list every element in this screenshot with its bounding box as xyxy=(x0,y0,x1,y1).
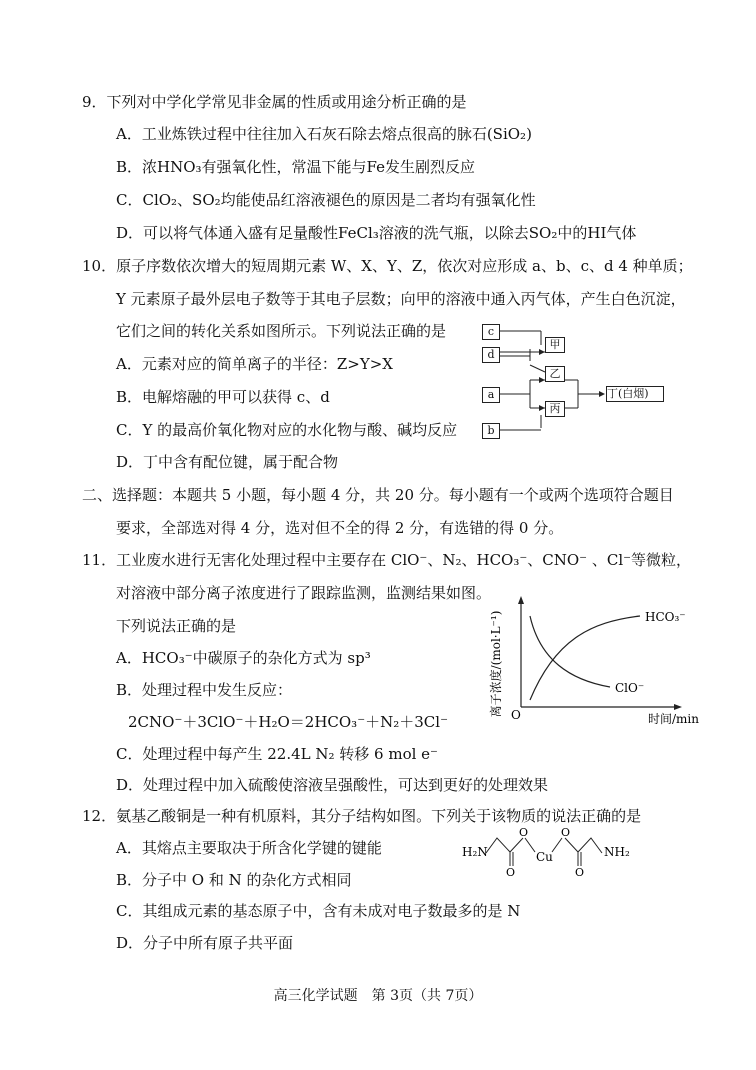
q11-stem-line3: 下列说法正确的是 xyxy=(116,617,237,635)
box-ding xyxy=(606,386,664,402)
q11-stem-line1: 11．工业废水进行无害化处理过程中主要存在 ClO⁻、N₂、HCO₃⁻、CNO⁻ 、Cl⁻等微粒， xyxy=(82,551,692,569)
q12-option-d: D．分子中所有原子共平面 xyxy=(116,934,294,952)
q9-option-b: B．浓HNO₃有强氧化性，常温下能与Fe发生剧烈反应 xyxy=(116,158,476,176)
box-d: d xyxy=(482,347,500,363)
graph-origin: O xyxy=(511,708,521,722)
q11-equation: 2CNO⁻＋3ClO⁻＋H₂O＝2HCO₃⁻＋N₂＋3Cl⁻ xyxy=(128,713,448,731)
oxygen-right: O xyxy=(561,826,571,839)
q10-option-c: C．Y 的最高价氧化物对应的水化物与酸、碱均反应 xyxy=(116,421,458,439)
q11-option-b: B．处理过程中发生反应： xyxy=(116,681,293,699)
box-a: a xyxy=(482,387,500,403)
copper: Cu xyxy=(536,850,553,864)
q11-option-a: A．HCO₃⁻中碳原子的杂化方式为 sp³ xyxy=(116,649,371,667)
hco3-curve xyxy=(530,616,640,700)
q12-stem: 12．氨基乙酸铜是一种有机原料，其分子结构如图。下列关于该物质的说法正确的是 xyxy=(82,807,642,825)
q9-stem: 9．下列对中学化学常见非金属的性质或用途分析正确的是 xyxy=(82,93,467,111)
section2-line1: 二、选择题：本题共 5 小题，每小题 4 分，共 20 分。每小题有一个或两个选项符合题目 xyxy=(82,486,674,504)
box-b: b xyxy=(482,423,500,439)
ding-label: 丁 xyxy=(607,387,618,400)
q12-option-a: A．其熔点主要取决于所含化学键的键能 xyxy=(116,839,382,857)
clo-curve xyxy=(530,616,610,687)
box-c: c xyxy=(482,324,500,340)
oxygen-carbonyl-right: O xyxy=(575,866,585,879)
q12-option-b: B．分子中 O 和 N 的杂化方式相同 xyxy=(116,871,352,889)
q9-option-a: A．工业炼铁过程中往往加入石灰石除去熔点很高的脉石(SiO₂) xyxy=(116,125,532,143)
clo-curve-label: ClO⁻ xyxy=(615,681,645,695)
q11-option-d: D．处理过程中加入硫酸使溶液呈强酸性，可达到更好的处理效果 xyxy=(116,776,549,794)
left-amine: H₂N xyxy=(462,845,488,859)
ding-note: (白烟) xyxy=(618,387,649,400)
q12-option-c: C．其组成元素的基态原子中，含有未成对电子数最多的是 N xyxy=(116,902,521,920)
q10-option-d: D．丁中含有配位键，属于配合物 xyxy=(116,453,339,471)
section2-line2: 要求，全部选对得 4 分，选对但不全的得 2 分，有选错的得 0 分。 xyxy=(116,519,564,537)
q10-stem-line3: 它们之间的转化关系如图所示。下列说法正确的是 xyxy=(116,322,447,340)
oxygen-left: O xyxy=(519,826,529,839)
q10-stem-line1: 10．原子序数依次增大的短周期元素 W、X、Y、Z，依次对应形成 a、b、c、d 4 种单质； xyxy=(82,257,693,275)
oxygen-carbonyl-left: O xyxy=(506,866,516,879)
box-jia: 甲 xyxy=(545,337,565,353)
box-yi: 乙 xyxy=(545,366,565,382)
hco3-curve-label: HCO₃⁻ xyxy=(645,610,686,624)
graph-ylabel: 离子浓度/(mol·L⁻¹) xyxy=(489,610,503,718)
q11-stem-line2: 对溶液中部分离子浓度进行了跟踪监测，监测结果如图。 xyxy=(116,584,492,602)
q9-option-d: D．可以将气体通入盛有足量酸性FeCl₃溶液的洗气瓶，以除去SO₂中的HI气体 xyxy=(116,224,637,242)
q9-option-c: C．ClO₂、SO₂均能使品红溶液褪色的原因是二者均有强氧化性 xyxy=(116,191,536,209)
q10-option-a: A．元素对应的简单离子的半径：Z>Y>X xyxy=(116,355,393,373)
right-amine: NH₂ xyxy=(604,845,630,859)
q11-option-c: C．处理过程中每产生 22.4L N₂ 转移 6 mol e⁻ xyxy=(116,745,438,763)
q10-stem-line2: Y 元素原子最外层电子数等于其电子层数；向甲的溶液中通入丙气体，产生白色沉淀， xyxy=(116,290,686,308)
box-bing: 丙 xyxy=(545,401,565,417)
graph-xlabel: 时间/min xyxy=(648,712,699,726)
page-footer: 高三化学试题 第 3页（共 7页） xyxy=(273,988,483,1004)
q10-option-b: B．电解熔融的甲可以获得 c、d xyxy=(116,388,330,406)
